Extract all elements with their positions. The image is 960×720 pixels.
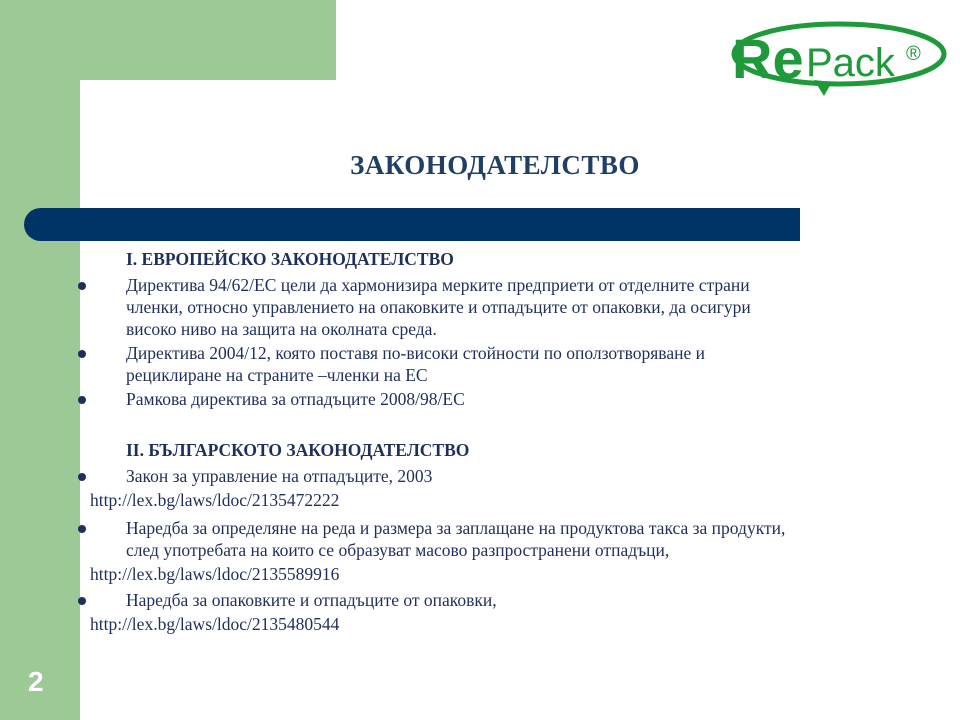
eu-item-3-line-1: Рамкова директива за отпадъците 2008/98/ЕС — [126, 389, 465, 409]
bg-item-2-url[interactable]: http://lex.bg/laws/ldoc/2135589916 — [90, 564, 340, 584]
bullet — [78, 350, 86, 358]
bullet — [78, 525, 86, 533]
bullet — [78, 597, 86, 605]
repack-logo — [726, 14, 948, 100]
bg-item-1-url[interactable]: http://lex.bg/laws/ldoc/2135472222 — [90, 490, 340, 510]
eu-item-2-line-1: Директива 2004/12, която поставя по-високи стойности по оползотворяване и — [126, 343, 705, 363]
eu-item-2-line-2: рециклиране на страните –членки на ЕС — [126, 365, 428, 385]
page-number: 2 — [28, 666, 44, 697]
eu-item-1-line-1: Директива 94/62/ЕС цели да хармонизира мерките предприети от отделните страни — [126, 275, 750, 295]
title-divider-bar — [24, 208, 800, 241]
bg-item-3-url[interactable]: http://lex.bg/laws/ldoc/2135480544 — [90, 614, 340, 634]
bg-item-2-line-2: след употребата на които се образуват масово разпространени отпадъци, — [126, 540, 670, 560]
bg-item-3-line-1: Наредба за опаковките и отпадъците от опаковки, — [126, 590, 497, 610]
eu-item-1-line-2: членки, относно управлението на опаковките и отпадъците от опаковки, да осигури — [126, 297, 751, 317]
section-heading-eu: I. ЕВРОПЕЙСКО ЗАКОНОДАТЕЛСТВО — [126, 249, 454, 269]
bg-item-1-line-1: Закон за управление на отпадъците, 2003 — [126, 466, 433, 486]
logo-text-re: Re — [732, 27, 804, 90]
section-heading-bg: II. БЪЛГАРСКОТО ЗАКОНОДАТЕЛСТВО — [126, 440, 470, 460]
logo-text-pack: Pack — [806, 41, 895, 85]
logo-registered-mark: ® — [906, 43, 921, 65]
bullet — [78, 282, 86, 290]
bullet — [78, 396, 86, 404]
left-green-band — [0, 0, 80, 720]
eu-item-1-line-3: високо ниво на защита на околната среда. — [126, 319, 437, 339]
bg-item-2-line-1: Наредба за определяне на реда и размера за заплащане на продуктова такса за продукти, — [126, 518, 786, 538]
top-green-band — [80, 0, 336, 80]
slide-title: ЗАКОНОДАТЕЛСТВО — [350, 150, 640, 180]
bullet — [78, 473, 86, 481]
